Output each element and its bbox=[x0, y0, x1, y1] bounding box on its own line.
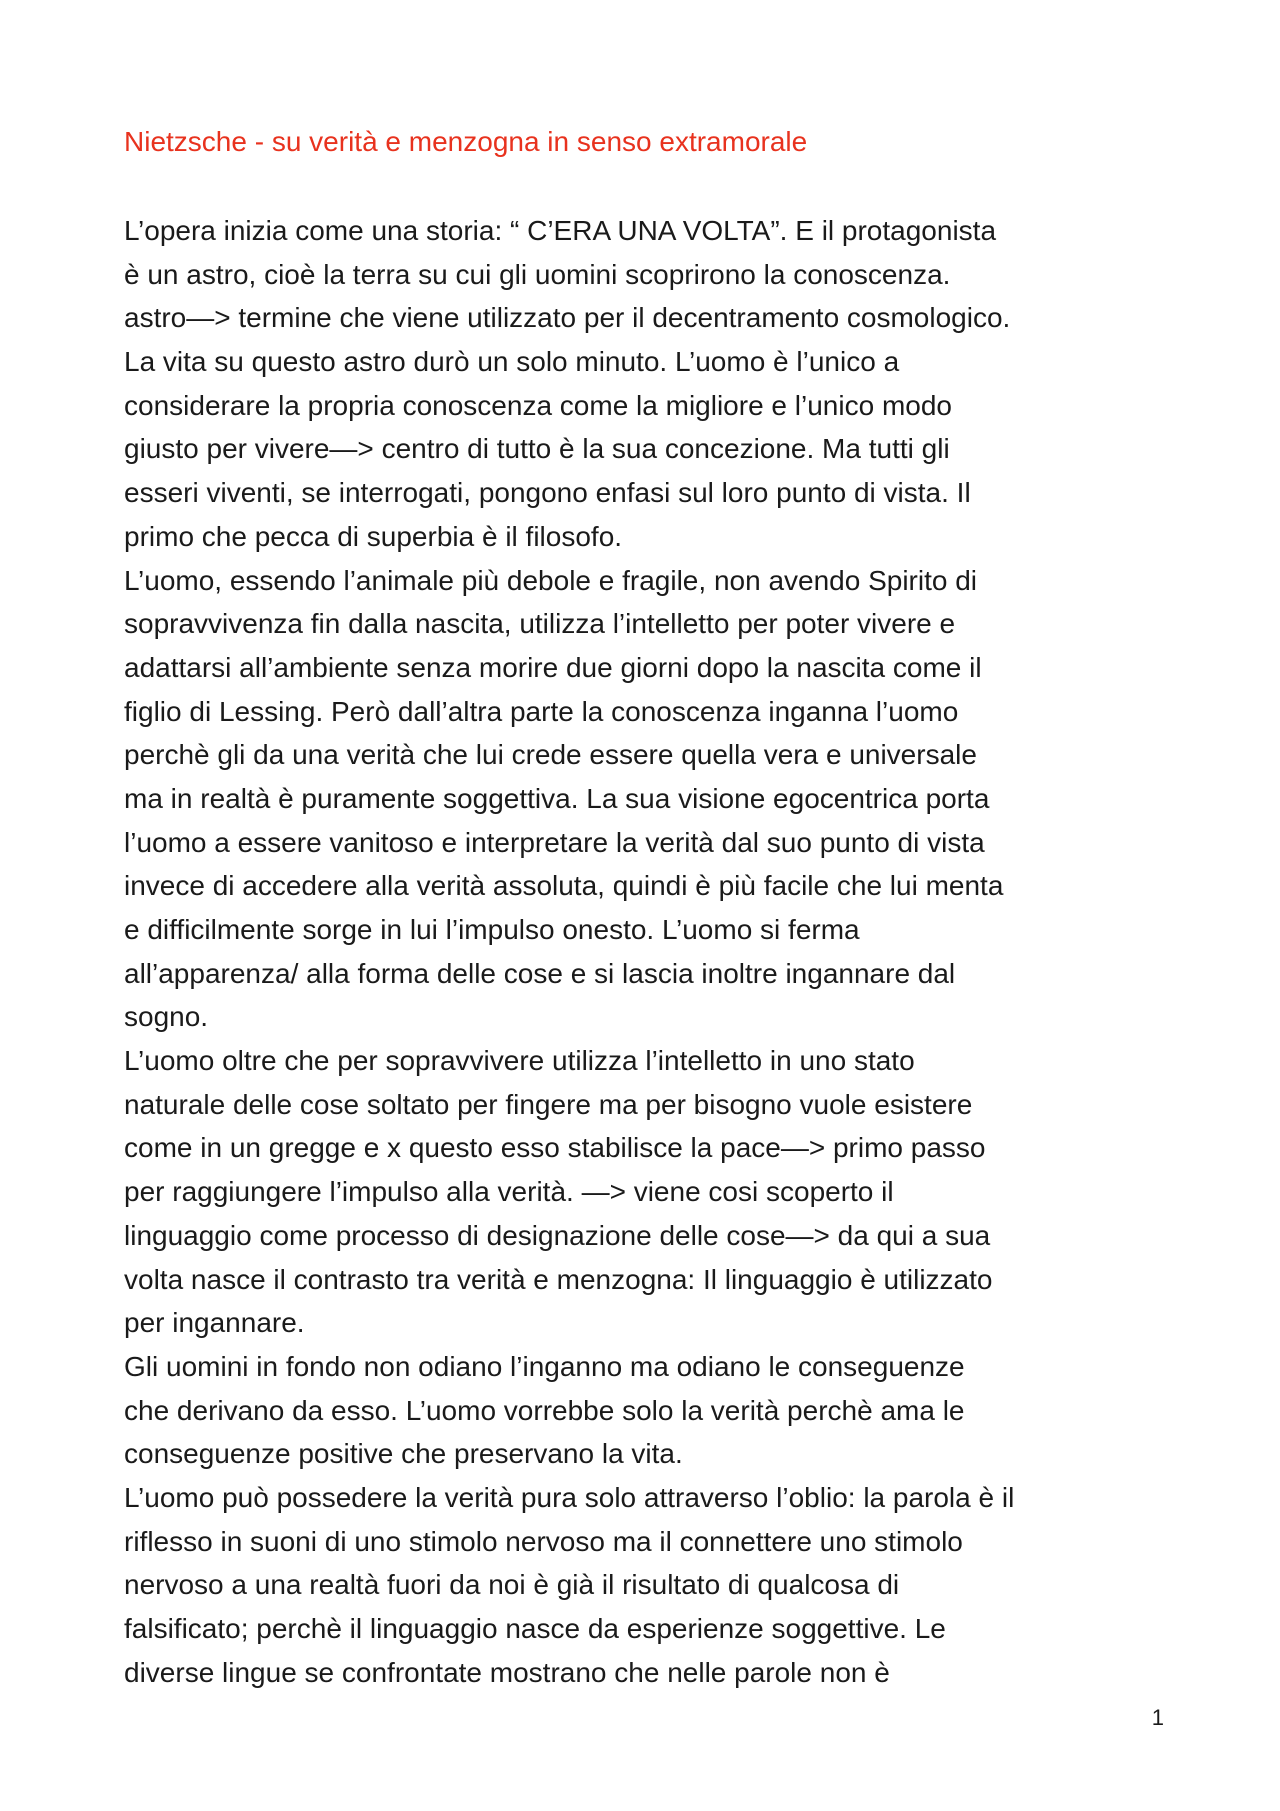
text-line: considerare la propria conoscenza come la migliore e l’unico modo bbox=[124, 389, 952, 421]
text-line: esseri viventi, se interrogati, pongono enfasi sul loro punto di vista. Il bbox=[124, 477, 971, 509]
text-line: per raggiungere l’impulso alla verità. —> viene cosi scoperto il bbox=[124, 1176, 894, 1208]
text-line: come in un gregge e x questo esso stabilisce la pace—> primo passo bbox=[124, 1132, 986, 1164]
text-line: che derivano da esso. L’uomo vorrebbe solo la verità perchè ama le bbox=[124, 1394, 965, 1426]
text-line: La vita su questo astro durò un solo minuto. L’uomo è l’unico a bbox=[124, 346, 900, 378]
body-text bbox=[124, 209, 1204, 1694]
text-line: riflesso in suoni di uno stimolo nervoso ma il connettere uno stimolo bbox=[124, 1525, 963, 1557]
text-line: primo che pecca di superbia è il filosofo. bbox=[124, 520, 623, 552]
text-line: L’opera inizia come una storia: “ C’ERA UNA VOLTA”. E il protagonista bbox=[124, 215, 997, 246]
text-line: adattarsi all’ambiente senza morire due giorni dopo la nascita come il bbox=[124, 651, 982, 683]
text-line: L’uomo oltre che per sopravvivere utilizza l’intelletto in uno stato bbox=[124, 1045, 915, 1077]
text-line: Gli uomini in fondo non odiano l’inganno ma odiano le conseguenze bbox=[124, 1350, 965, 1382]
text-line: all’apparenza/ alla forma delle cose e si lascia inoltre ingannare dal bbox=[124, 957, 956, 989]
text-line: naturale delle cose soltato per fingere ma per bisogno vuole esistere bbox=[124, 1088, 973, 1120]
page-number: 1 bbox=[1151, 1705, 1164, 1730]
text-line: l’uomo a essere vanitoso e interpretare la verità dal suo punto di vista bbox=[124, 826, 985, 858]
text-line: è un astro, cioè la terra su cui gli uomini scoprirono la conoscenza. bbox=[124, 258, 951, 290]
text-line: falsificato; perchè il linguaggio nasce da esperienze soggettive. Le bbox=[124, 1613, 946, 1644]
text-line: diverse lingue se confrontate mostrano che nelle parole non è bbox=[124, 1656, 890, 1688]
text-line: perchè gli da una verità che lui crede essere quella vera e universale bbox=[124, 739, 977, 771]
text-line: linguaggio come processo di designazione delle cose—> da qui a sua bbox=[124, 1219, 991, 1251]
text-line: sopravvivenza fin dalla nascita, utilizza l’intelletto per poter vivere e bbox=[124, 608, 956, 640]
page-title: Nietzsche - su verità e menzogna in senso extramorale bbox=[124, 126, 808, 157]
text-line: L’uomo, essendo l’animale più debole e fragile, non avendo Spirito di bbox=[124, 564, 978, 596]
text-line: figlio di Lessing. Però dall’altra parte la conoscenza inganna l’uomo bbox=[124, 695, 959, 727]
text-line: per ingannare. bbox=[124, 1307, 305, 1339]
text-line: nervoso a una realtà fuori da noi è già il risultato di qualcosa di bbox=[124, 1569, 900, 1601]
text-line: ma in realtà è puramente soggettiva. La sua visione egocentrica porta bbox=[124, 782, 990, 814]
text-line: L’uomo può possedere la verità pura solo attraverso l’oblio: la parola è il bbox=[124, 1481, 1015, 1513]
text-line: conseguenze positive che preservano la vita. bbox=[124, 1438, 683, 1470]
text-line: invece di accedere alla verità assoluta, quindi è più facile che lui menta bbox=[124, 870, 1004, 902]
text-line: volta nasce il contrasto tra verità e menzogna: Il linguaggio è utilizzato bbox=[124, 1263, 993, 1295]
text-line: e difficilmente sorge in lui l’impulso onesto. L’uomo si ferma bbox=[124, 914, 860, 945]
text-line: sogno. bbox=[124, 1001, 209, 1033]
text-line: giusto per vivere—> centro di tutto è la sua concezione. Ma tutti gli bbox=[124, 433, 950, 465]
text-line: astro—> termine che viene utilizzato per il decentramento cosmologico. bbox=[124, 302, 1011, 334]
